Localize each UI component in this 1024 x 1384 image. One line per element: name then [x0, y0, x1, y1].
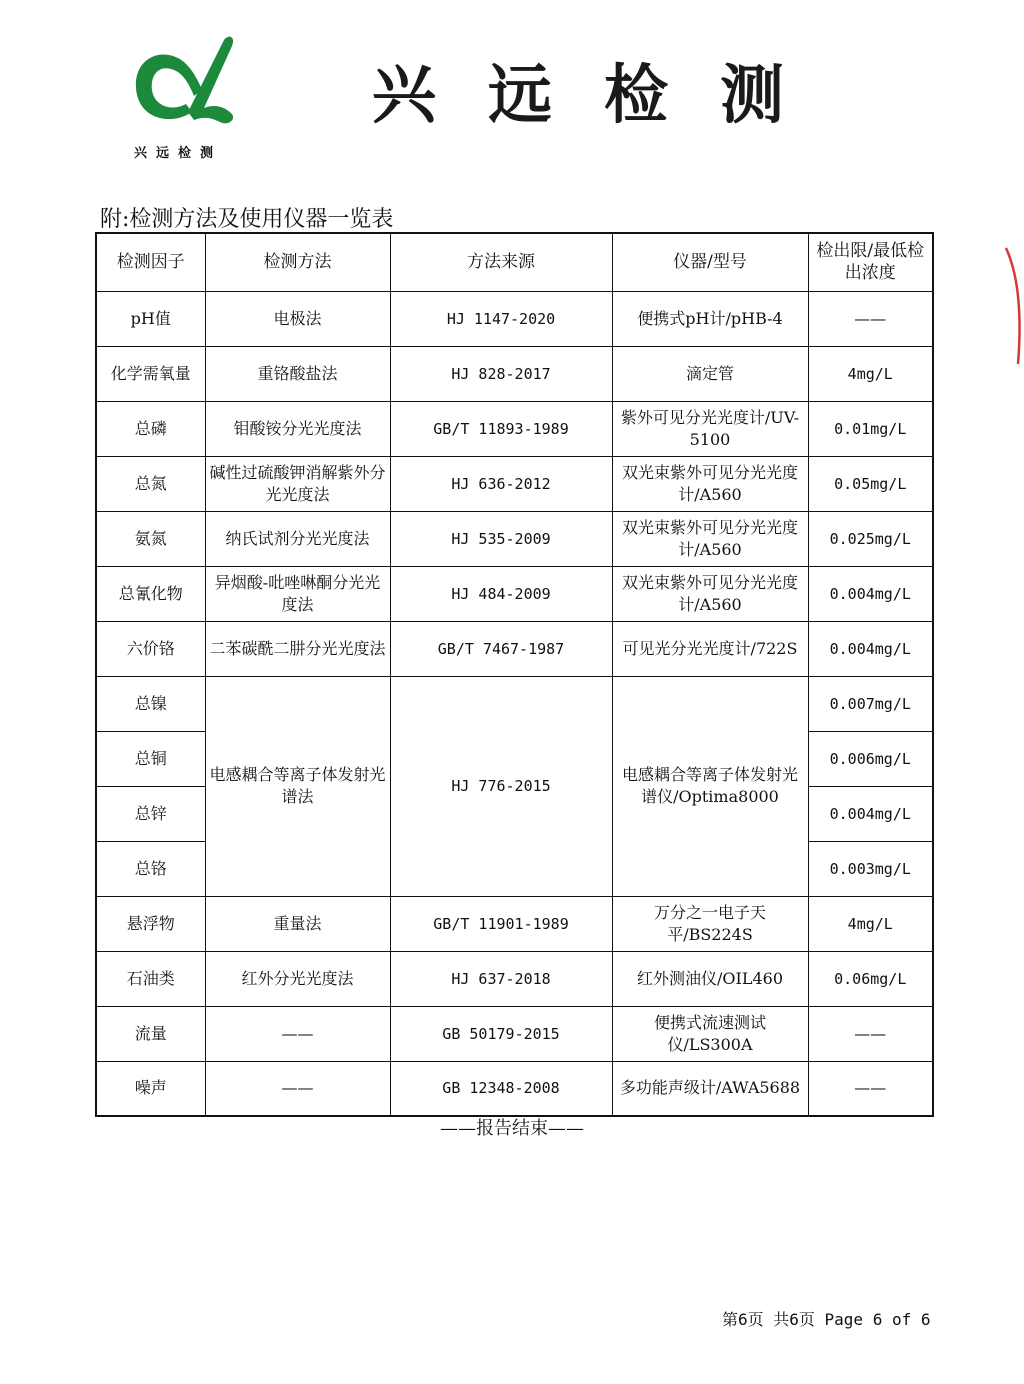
- cell-limit: ——: [808, 291, 933, 346]
- cell-limit: 0.01mg/L: [808, 401, 933, 456]
- cell-instrument: 便携式pH计/pHB-4: [612, 291, 808, 346]
- cell-instrument: 紫外可见分光光度计/UV-5100: [612, 401, 808, 456]
- table-row: [96, 896, 933, 951]
- cell-method: ——: [205, 1006, 390, 1061]
- table-row: [96, 951, 933, 1006]
- cell-factor: 噪声: [96, 1061, 205, 1116]
- cell-method: 钼酸铵分光光度法: [205, 401, 390, 456]
- header-factor: 检测因子: [96, 233, 205, 291]
- cell-factor: 化学需氧量: [96, 346, 205, 401]
- cell-method: ——: [205, 1061, 390, 1116]
- cell-method: 重铬酸盐法: [205, 346, 390, 401]
- section-title: 附:检测方法及使用仪器一览表: [100, 207, 394, 232]
- cell-limit: 0.006mg/L: [808, 731, 933, 786]
- cell-source: HJ 535-2009: [390, 511, 612, 566]
- table-row: [96, 291, 933, 346]
- cell-factor: 氨氮: [96, 511, 205, 566]
- stamp-edge-mark: [1004, 244, 1024, 368]
- cell-method-merged: 电感耦合等离子体发射光谱法: [205, 676, 390, 896]
- cell-method: 红外分光光度法: [205, 951, 390, 1006]
- table-row: [96, 511, 933, 566]
- cell-method: 重量法: [205, 896, 390, 951]
- cell-limit: 0.007mg/L: [808, 676, 933, 731]
- cell-source: GB 50179-2015: [390, 1006, 612, 1061]
- cell-factor: 石油类: [96, 951, 205, 1006]
- table-row: [96, 1061, 933, 1116]
- table-row: [96, 401, 933, 456]
- table-header-row: [96, 233, 933, 291]
- cell-factor: 总铜: [96, 731, 205, 786]
- cell-instrument: 可见光分光光度计/722S: [612, 621, 808, 676]
- cell-instrument: 万分之一电子天平/BS224S: [612, 896, 808, 951]
- methods-table: [95, 232, 934, 1117]
- cell-source: HJ 637-2018: [390, 951, 612, 1006]
- cell-factor: pH值: [96, 291, 205, 346]
- cell-method: 异烟酸-吡唑啉酮分光光度法: [205, 566, 390, 621]
- cell-method: 纳氏试剂分光光度法: [205, 511, 390, 566]
- cell-factor: 总氮: [96, 456, 205, 511]
- cell-instrument: 滴定管: [612, 346, 808, 401]
- cell-instrument: 多功能声级计/AWA5688: [612, 1061, 808, 1116]
- cell-source: GB/T 11893-1989: [390, 401, 612, 456]
- cell-method: 碱性过硫酸钾消解紫外分光光度法: [205, 456, 390, 511]
- cell-limit: 0.004mg/L: [808, 621, 933, 676]
- cell-limit: ——: [808, 1006, 933, 1061]
- cell-instrument: 红外测油仪/OIL460: [612, 951, 808, 1006]
- cell-limit: ——: [808, 1061, 933, 1116]
- cell-limit: 0.003mg/L: [808, 841, 933, 896]
- cell-limit: 0.06mg/L: [808, 951, 933, 1006]
- table-row: [96, 1006, 933, 1061]
- cell-instrument-merged: 电感耦合等离子体发射光谱仪/Optima8000: [612, 676, 808, 896]
- cell-method: 二苯碳酰二肼分光光度法: [205, 621, 390, 676]
- header-source: 方法来源: [390, 233, 612, 291]
- cell-factor: 悬浮物: [96, 896, 205, 951]
- cell-source: HJ 636-2012: [390, 456, 612, 511]
- cell-source: HJ 828-2017: [390, 346, 612, 401]
- cell-source-merged: HJ 776-2015: [390, 676, 612, 896]
- cell-limit: 4mg/L: [808, 896, 933, 951]
- cell-factor: 六价铬: [96, 621, 205, 676]
- cell-limit: 0.004mg/L: [808, 786, 933, 841]
- cell-source: GB/T 11901-1989: [390, 896, 612, 951]
- cell-instrument: 双光束紫外可见分光光度计/A560: [612, 566, 808, 621]
- cell-method: 电极法: [205, 291, 390, 346]
- header-method: 检测方法: [205, 233, 390, 291]
- header-limit: 检出限/最低检出浓度: [808, 233, 933, 291]
- cell-factor: 总铬: [96, 841, 205, 896]
- header-instrument: 仪器/型号: [612, 233, 808, 291]
- table-row: [96, 676, 933, 731]
- cell-limit: 0.004mg/L: [808, 566, 933, 621]
- cell-limit: 4mg/L: [808, 346, 933, 401]
- company-logo: [128, 30, 248, 138]
- cell-factor: 总镍: [96, 676, 205, 731]
- table-row: [96, 346, 933, 401]
- cell-source: GB/T 7467-1987: [390, 621, 612, 676]
- table-row: [96, 456, 933, 511]
- cell-instrument: 双光束紫外可见分光光度计/A560: [612, 511, 808, 566]
- cell-factor: 总氰化物: [96, 566, 205, 621]
- cell-source: GB 12348-2008: [390, 1061, 612, 1116]
- cell-factor: 总磷: [96, 401, 205, 456]
- cell-instrument: 便携式流速测试仪/LS300A: [612, 1006, 808, 1061]
- table-row: [96, 566, 933, 621]
- logo-caption: 兴远检测: [134, 146, 223, 161]
- cell-limit: 0.025mg/L: [808, 511, 933, 566]
- cell-factor: 流量: [96, 1006, 205, 1061]
- cell-source: HJ 484-2009: [390, 566, 612, 621]
- report-end-marker: ——报告结束——: [440, 1118, 584, 1139]
- cell-instrument: 双光束紫外可见分光光度计/A560: [612, 456, 808, 511]
- cell-factor: 总锌: [96, 786, 205, 841]
- brand-title: 兴远检测: [372, 58, 836, 133]
- table-row: [96, 621, 933, 676]
- page-number: 第6页 共6页 Page 6 of 6: [722, 1310, 931, 1329]
- cell-limit: 0.05mg/L: [808, 456, 933, 511]
- cell-source: HJ 1147-2020: [390, 291, 612, 346]
